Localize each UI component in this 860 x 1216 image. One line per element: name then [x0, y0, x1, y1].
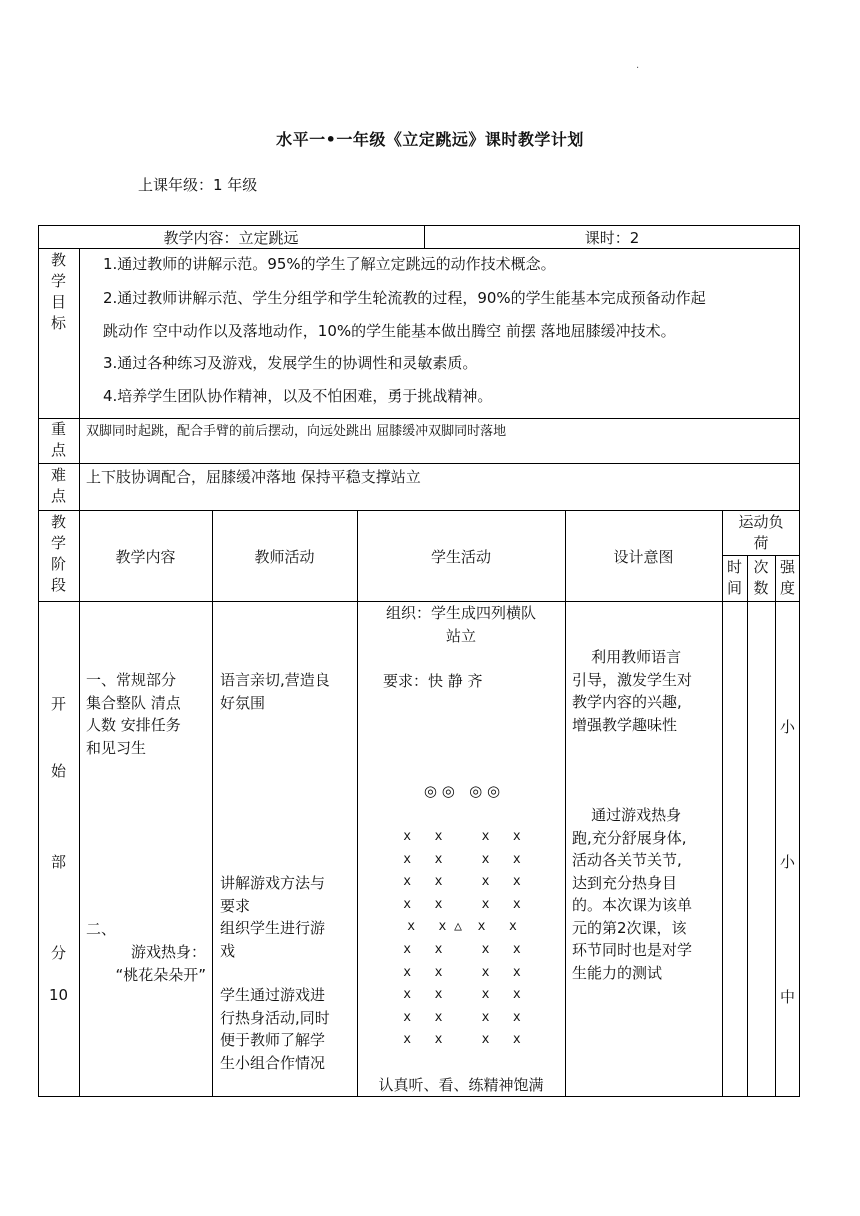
objective-item: 2.通过教师讲解示范、学生分组学和学生轮流教的过程，90%的学生能基本完成预备动作起 — [103, 289, 706, 307]
col-divider — [775, 555, 776, 1097]
row-divider — [38, 248, 800, 249]
student-header: 学生活动 — [430, 548, 491, 566]
row-divider — [38, 463, 800, 464]
formation-row: x x x x — [403, 829, 521, 844]
intent-header: 设计意图 — [613, 548, 674, 566]
col-divider — [212, 510, 213, 1097]
grade-line: 上课年级：1 年级 — [138, 176, 258, 194]
col-divider — [79, 248, 80, 510]
content-routine: 一、常规部分 集合整队 清点 人数 安排任务 和见习生 — [86, 671, 181, 757]
formation-row: x x x x — [403, 1009, 521, 1025]
count-header: 次 数 — [753, 558, 769, 597]
time-header: 时 间 — [726, 558, 742, 597]
teacher-activity: 语言亲切,营造良 好氛围 — [220, 671, 330, 712]
objective-item: 3.通过各种练习及游戏，发展学生的协调性和灵敏素质。 — [103, 354, 478, 372]
content-warmup-game: 游戏热身： “桃花朵朵开” — [115, 943, 206, 984]
col-divider — [747, 555, 748, 1097]
difficulties-label: 难 点 — [50, 466, 66, 505]
teacher-markers: ◎ ◎ ◎ ◎ — [423, 782, 501, 800]
stage-char: 分 — [50, 944, 66, 962]
objectives-label: 教 学 目 标 — [50, 251, 66, 332]
difficulties-text: 上下肢协调配合，屈膝缓冲落地 保持平稳支撑站立 — [86, 468, 421, 486]
load-header: 运动负 荷 — [738, 513, 784, 552]
student-footer: 认真听、看、练精神饱满 — [378, 1076, 544, 1094]
teacher-activity: 讲解游戏方法与 要求 组织学生进行游 戏 — [220, 874, 326, 960]
document-title: 水平一•一年级《立定跳远》课时教学计划 — [276, 130, 584, 149]
formation-row: x x x x — [403, 941, 521, 957]
formation-row: x x x x — [403, 1032, 521, 1048]
col-divider — [357, 510, 358, 1097]
stage-char: 始 — [50, 762, 66, 780]
stage-char: 部 — [50, 853, 66, 871]
key-points-label: 重 点 — [50, 420, 66, 459]
key-points-text: 双脚同时起跳，配合手臂的前后摆动，向远处跳出 屈膝缓冲双脚同时落地 — [86, 424, 507, 439]
stage-char: 开 — [50, 695, 66, 713]
stage-header: 教 学 阶 段 — [50, 513, 66, 594]
formation-row: x x x x — [403, 874, 521, 890]
formation-row: x x △ x x — [407, 919, 517, 935]
intensity-value: 小 — [779, 718, 795, 736]
content-header: 教学内容 — [115, 548, 176, 566]
teacher-header: 教师活动 — [254, 548, 315, 566]
objective-item: 跳动作 空中动作以及落地动作，10%的学生能基本做出腾空 前摆 落地屈膝缓冲技术。 — [103, 322, 676, 340]
formation-row: x x x x — [403, 964, 521, 980]
row-divider — [38, 418, 800, 419]
student-requirement: 要求：快 静 齐 — [383, 672, 483, 690]
design-intent: 通过游戏热身 跑,充分舒展身体, 活动各关节关节, 达到充分热身目 的。本次课为该单 元的第2次课，该 环节同时也是对学 生能力的测试 — [572, 806, 693, 982]
student-formation — [362, 826, 562, 1052]
col-divider — [565, 510, 566, 1097]
intensity-header: 强 度 — [779, 558, 795, 597]
row-divider — [38, 510, 800, 511]
corner-mark: . — [636, 60, 640, 71]
intensity-value: 中 — [779, 988, 795, 1006]
design-intent: 利用教师语言 引导，激发学生对 教学内容的兴趣, 增强教学趣味性 — [572, 648, 693, 734]
formation-row: x x x x — [403, 896, 521, 912]
intensity-value: 小 — [779, 853, 795, 871]
lesson-period: 课时：2 — [584, 229, 640, 247]
formation-row: x x x x — [403, 987, 521, 1003]
col-divider — [79, 510, 80, 1097]
objective-item: 1.通过教师的讲解示范。95%的学生了解立定跳远的动作技术概念。 — [103, 255, 556, 273]
teaching-content: 教学内容：立定跳远 — [163, 229, 299, 247]
stage-minutes: 10 — [48, 986, 69, 1004]
formation-row: x x x x — [403, 851, 521, 867]
teacher-activity: 学生通过游戏进 行热身活动,同时 便于教师了解学 生小组合作情况 — [220, 986, 330, 1072]
load-header-divider — [722, 555, 800, 556]
student-organization: 组织：学生成四列横队 站立 — [385, 604, 536, 645]
objective-item: 4.培养学生团队协作精神，以及不怕困难，勇于挑战精神。 — [103, 387, 493, 405]
content-warmup-index: 二、 — [86, 920, 117, 938]
